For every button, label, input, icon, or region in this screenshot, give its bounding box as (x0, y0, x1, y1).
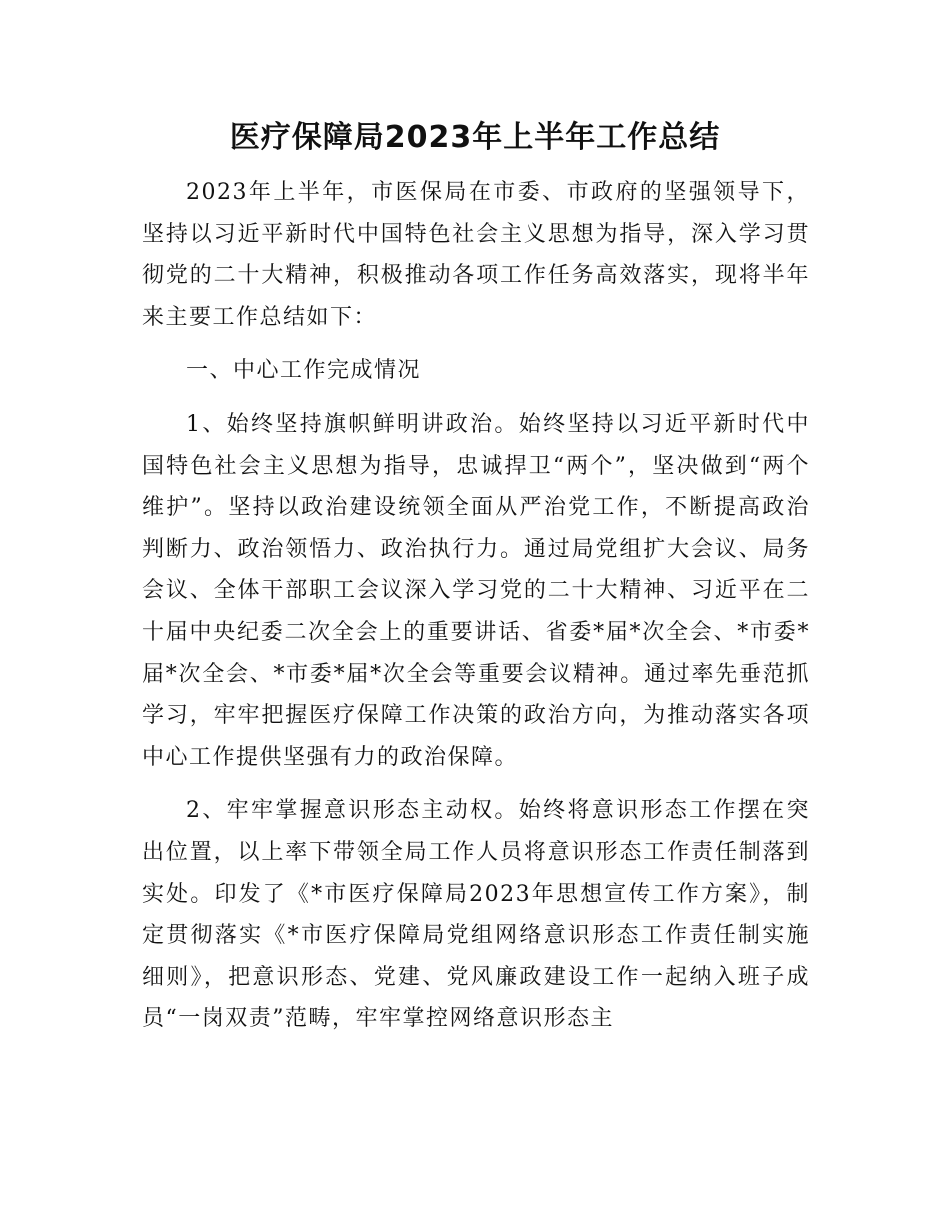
intro-paragraph: 2023年上半年，市医保局在市委、市政府的坚强领导下，坚持以习近平新时代中国特色社会主义思想为指导，深入学习贯彻党的二十大精神，积极推动各项工作任务高效落实，现将半年来主要工作总结如下： (142, 180, 810, 330)
document-body (142, 172, 810, 1040)
document-title: 医疗保障局2023年上半年工作总结 (229, 120, 721, 155)
item-paragraph-2: 2、牢牢掌握意识形态主动权。始终将意识形态工作摆在突出位置，以上率下带领全局工作人员将意识形态工作责任制落到实处。印发了《*市医疗保障局2023年思想宣传工作方案》，制定贯彻落实《*市医疗保障局党组网络意识形态工作责任制实施细则》，把意识形态、党建、党风廉政建设工作一起纳入班子成员“一岗双责”范畴，牢牢掌控网络意识形态主 (142, 798, 810, 1032)
item-paragraph-1: 1、始终坚持旗帜鲜明讲政治。始终坚持以习近平新时代中国特色社会主义思想为指导，忠诚捍卫“两个”，坚决做到“两个维护”。坚持以政治建设统领全面从严治党工作，不断提高政治判断力、政治领悟力、政治执行力。通过局党组扩大会议、局务会议、全体干部职工会议深入学习党的二十大精神、习近平在二十届中央纪委二次全会上的重要讲话、省委*届*次全会、*市委*届*次全会、*市委*届*次全会等重要会议精神。通过率先垂范抓学习，牢牢把握医疗保障工作决策的政治方向，为推动落实各项中心工作提供坚强有力的政治保障。 (142, 411, 810, 770)
section-heading: 一、中心工作完成情况 (186, 358, 422, 384)
